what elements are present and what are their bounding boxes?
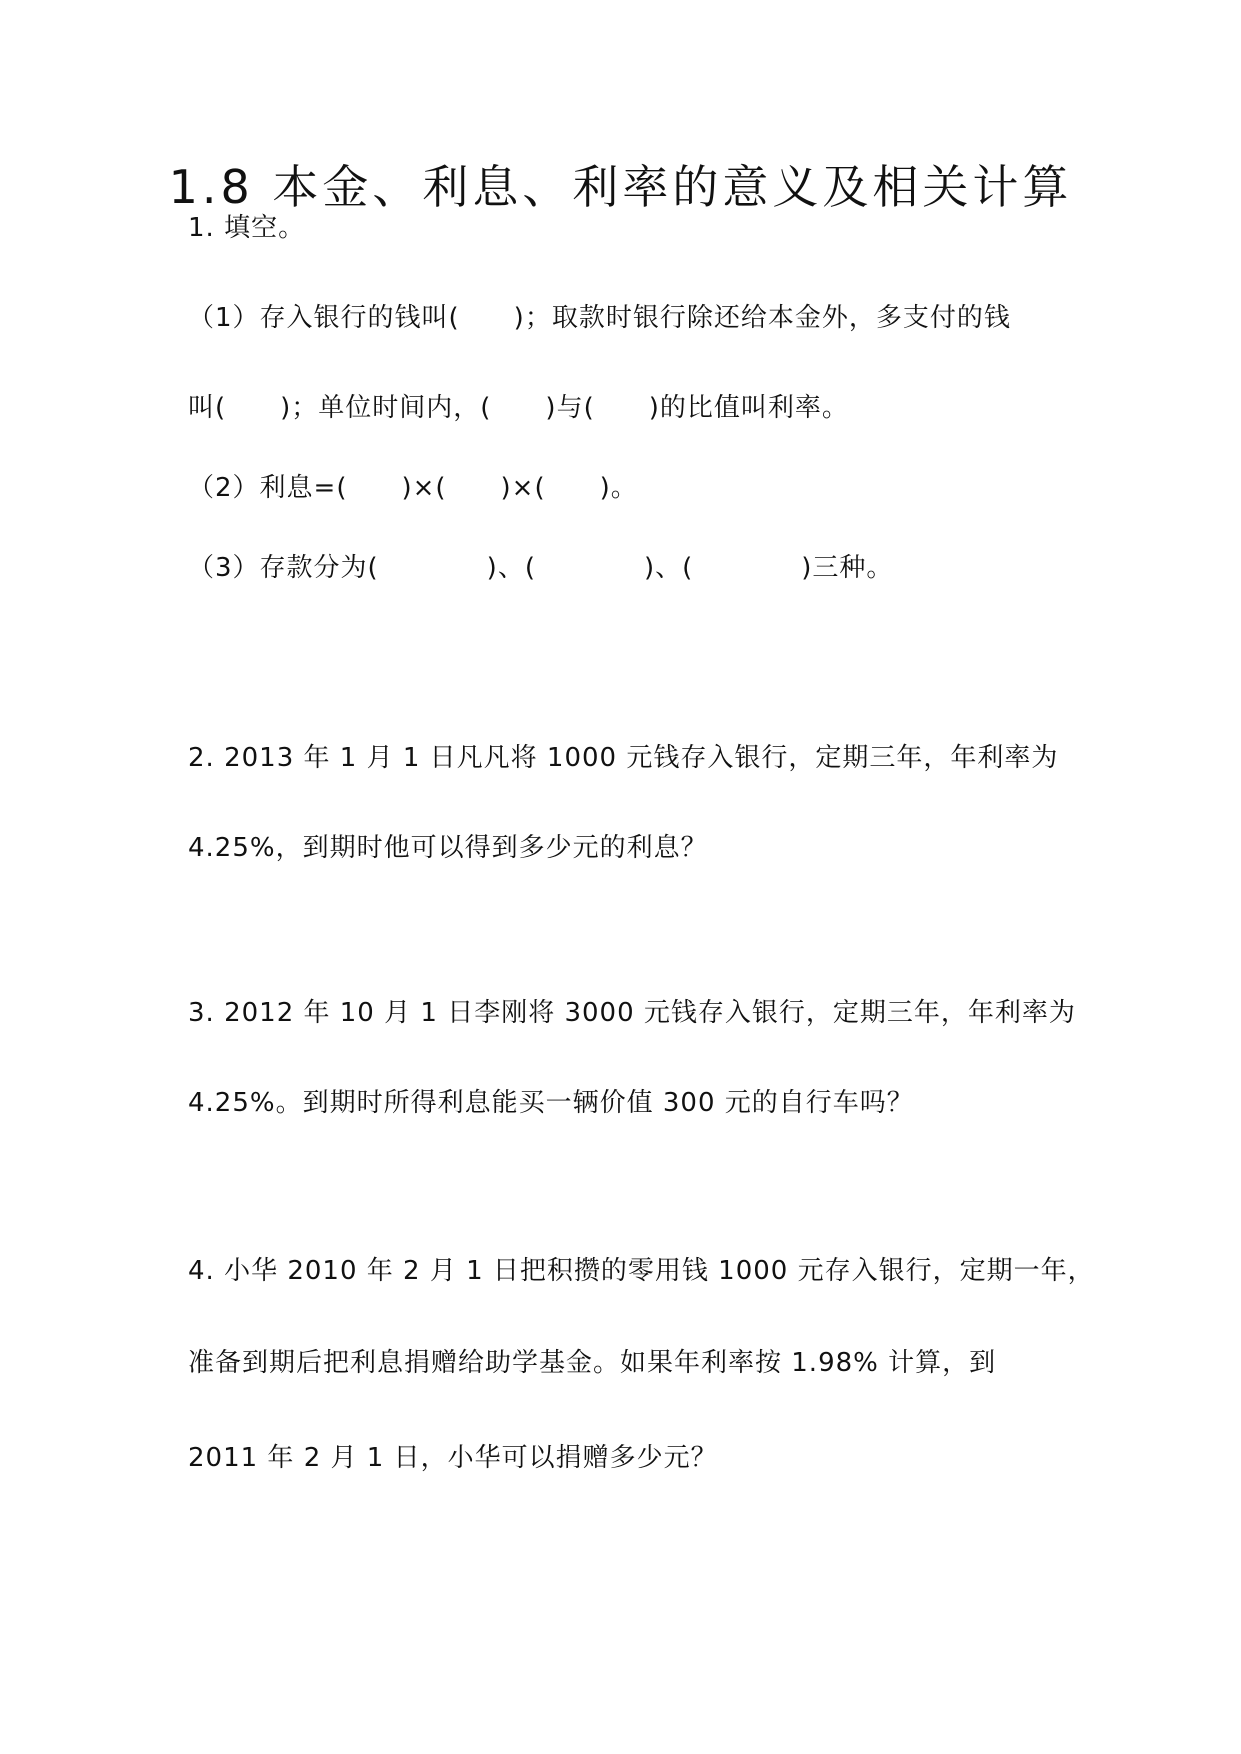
page-title: 1.8 本金、利息、利率的意义及相关计算 — [168, 160, 1073, 214]
question3-line1: 3. 2012 年 10 月 1 日李刚将 3000 元钱存入银行，定期三年，年利率为 — [188, 998, 1076, 1028]
question2-line2: 4.25%，到期时他可以得到多少元的利息？ — [188, 833, 708, 863]
section1-q3: （3）存款分为( )、( )、( )三种。 — [188, 553, 894, 583]
question4-line1: 4. 小华 2010 年 2 月 1 日把积攒的零用钱 1000 元存入银行，定期一年， — [188, 1256, 1095, 1286]
question3-line2: 4.25%。到期时所得利息能买一辆价值 300 元的自行车吗？ — [188, 1088, 914, 1118]
section1-q1-line2: 叫( )；单位时间内，( )与( )的比值叫利率。 — [188, 393, 849, 423]
section1-heading: 1. 填空。 — [188, 213, 306, 243]
section1-q2: （2）利息=( )×( )×( )。 — [188, 473, 638, 503]
section1-q1-line1: （1）存入银行的钱叫( )；取款时银行除还给本金外，多支付的钱 — [188, 303, 1011, 333]
question4-line3: 2011 年 2 月 1 日，小华可以捐赠多少元？ — [188, 1443, 718, 1473]
question4-line2: 准备到期后把利息捐赠给助学基金。如果年利率按 1.98% 计算，到 — [188, 1348, 997, 1378]
question2-line1: 2. 2013 年 1 月 1 日凡凡将 1000 元钱存入银行，定期三年，年利率为 — [188, 743, 1059, 773]
